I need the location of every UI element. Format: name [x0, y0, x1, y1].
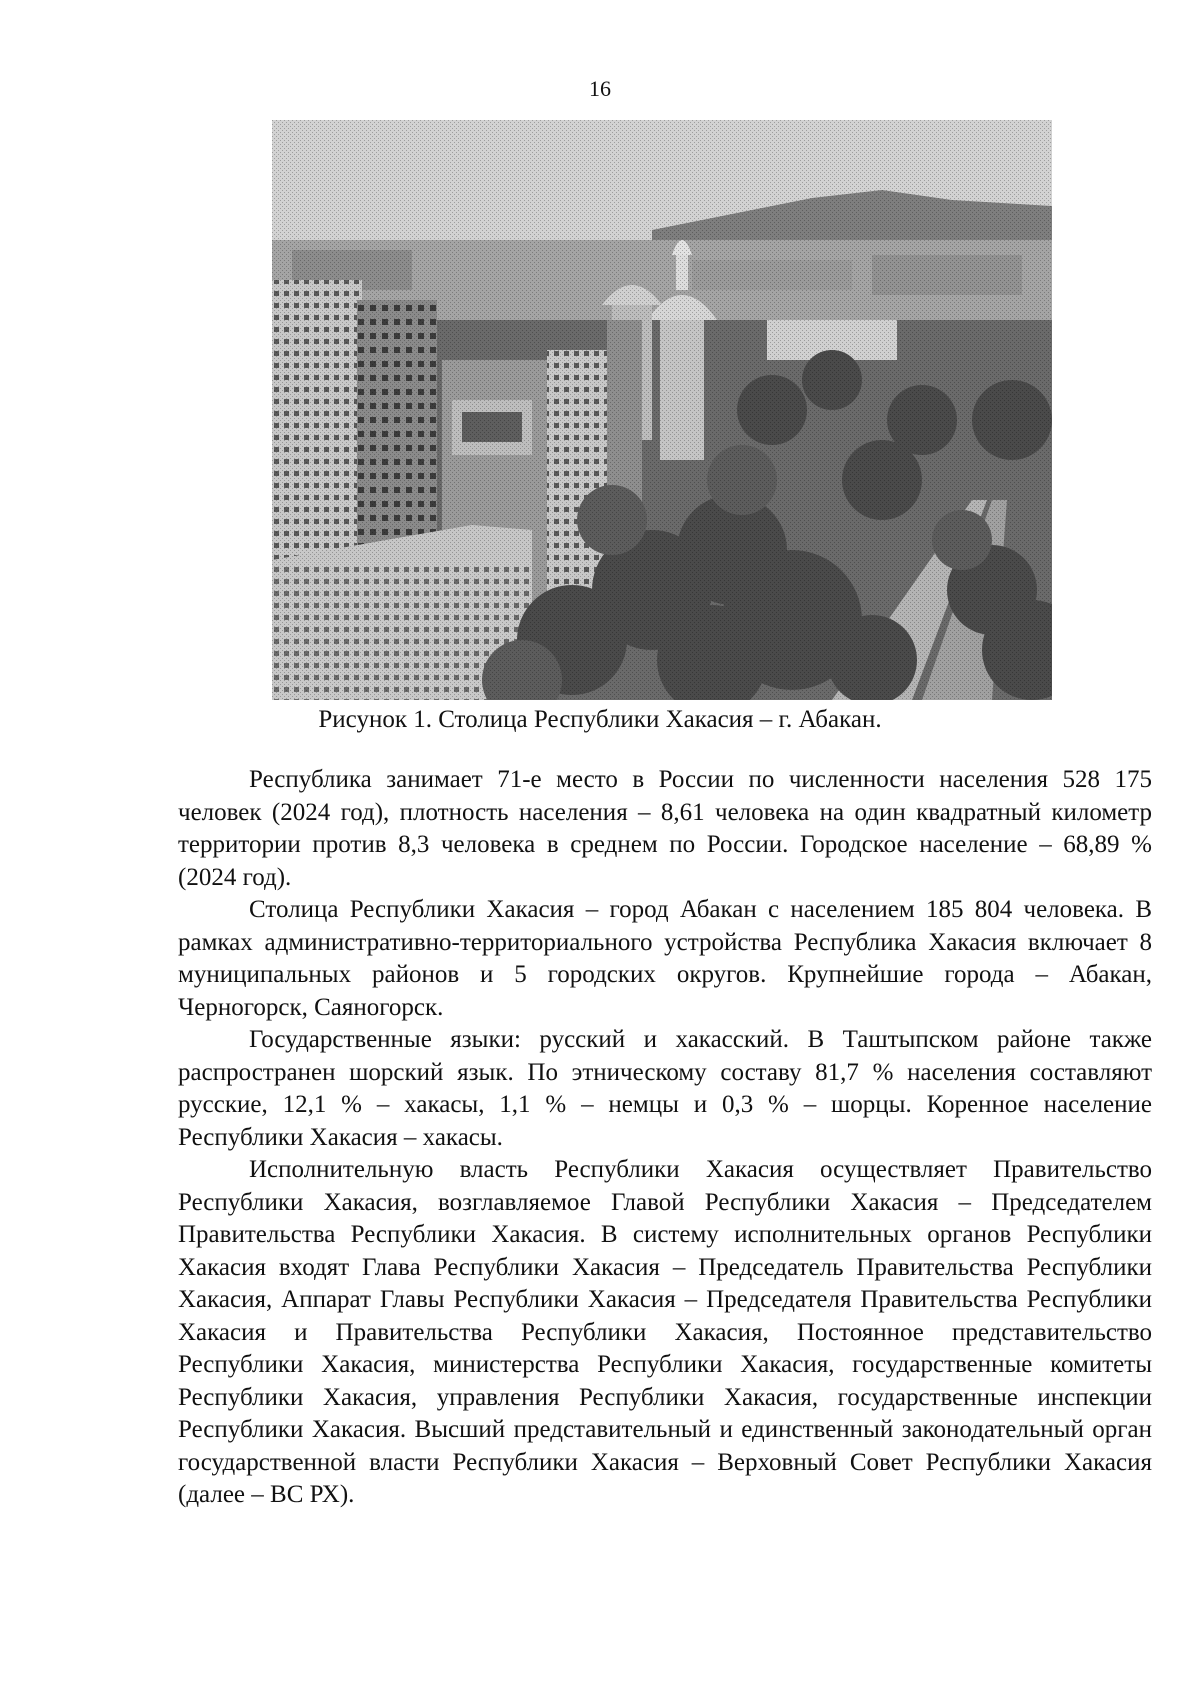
paragraph-population: Республика занимает 71-е место в России по численности населения 528 175 человек (2024 год), плотность населения – 8,61 человека на один квадратный километр территории против 8,3 человека в среднем по России. Городское население – 68,89 % (2024 год). [178, 766, 1152, 891]
page-number: 16 [589, 76, 611, 101]
paragraph-languages: Государственные языки: русский и хакасский. В Таштыпском районе также распространен шорский язык. По этническому составу 81,7 % населения составляют русские, 12,1 % – хакасы, 1,1 % – немцы и 0,3 % – шорцы. Коренное население Республики Хакасия – хакасы. [178, 1026, 1152, 1151]
city-photo [272, 120, 1052, 700]
body-text [178, 764, 1152, 1512]
paragraph-capital: Столица Республики Хакасия – город Абакан с населением 185 804 человека. В рамках административно-территориального устройства Республика Хакасия включает 8 муниципальных районов и 5 городских округов. Крупнейшие города – Абакан, Черногорск, Саяногорск. [178, 896, 1152, 1021]
figure-caption: Рисунок 1. Столица Республики Хакасия – г. Абакан. [318, 706, 882, 733]
paragraph-government: Исполнительную власть Республики Хакасия осуществляет Правительство Республики Хакасия, возглавляемое Главой Республики Хакасия – Председателем Правительства Республики Хакасия. В систему исполнительных органов Республики Хакасия входят Глава Республики Хакасия – Председатель Правительства Республики Хакасия, Аппарат Главы Республики Хакасия – Председателя Правительства Республики Хакасия и Правительства Республики Хакасия, Постоянное представительство Республики Хакасия, министерства Республики Хакасия, государственные комитеты Республики Хакасия, управления Республики Хакасия, государственные инспекции Республики Хакасия. Высший представительный и единственный законодательный орган государственной власти Республики Хакасия – Верховный Совет Республики Хакасия (далее – ВС РХ). [178, 1156, 1152, 1508]
